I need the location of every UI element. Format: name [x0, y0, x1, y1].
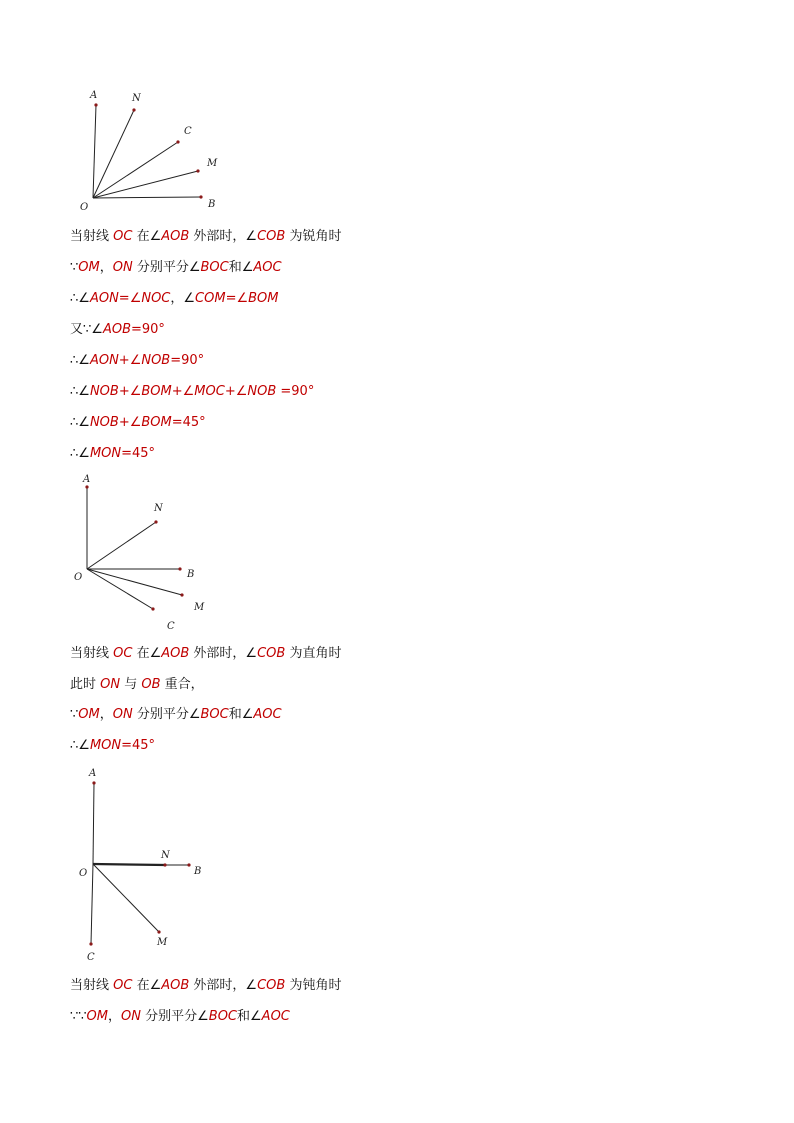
point-b — [199, 195, 202, 198]
point-n — [154, 520, 157, 523]
label-o: O — [80, 202, 89, 213]
point-b — [187, 863, 190, 866]
figure-right-svg — [70, 470, 230, 635]
label-c: C — [167, 621, 175, 632]
ray-om — [93, 171, 198, 198]
label-m: M — [157, 937, 168, 948]
label-b: B — [194, 866, 202, 877]
ray-om — [93, 864, 159, 932]
text-line-11: ∵OM，ON 分别平分∠BOC和∠AOC — [70, 707, 282, 722]
text-line-9: 当射线 OC 在∠AOB 外部时，∠COB 为直角时 — [70, 646, 342, 661]
label-n: N — [154, 503, 163, 514]
figure-right — [70, 470, 230, 635]
text-line-12: ∴∠MON=45° — [70, 738, 156, 753]
point-a — [85, 485, 88, 488]
ray-om — [87, 569, 182, 595]
point-n — [132, 108, 135, 111]
point-b — [178, 567, 181, 570]
label-a: A — [83, 474, 91, 485]
label-n: N — [132, 93, 141, 104]
label-b: B — [187, 569, 195, 580]
point-m — [180, 593, 183, 596]
point-m — [157, 930, 160, 933]
point-m — [196, 169, 199, 172]
figure-obtuse-svg — [70, 762, 230, 967]
ray-oa — [93, 783, 94, 864]
text-line-14: ∵∵OM，ON 分别平分∠BOC和∠AOC — [70, 1009, 290, 1024]
text-line-2: ∵OM，ON 分别平分∠BOC和∠AOC — [70, 260, 282, 275]
text-line-1: 当射线 OC 在∠AOB 外部时，∠COB 为锐角时 — [70, 229, 342, 244]
ray-on — [93, 864, 165, 865]
figure-acute — [70, 85, 230, 215]
ray-oa — [93, 105, 96, 198]
label-n: N — [161, 850, 170, 861]
text-line-5: ∴∠AON+∠NOB=90° — [70, 353, 205, 368]
label-o: O — [74, 572, 83, 583]
label-m: M — [194, 602, 205, 613]
text-line-8: ∴∠MON=45° — [70, 446, 156, 461]
figure-acute-svg — [70, 85, 230, 215]
text-line-6: ∴∠NOB+∠BOM+∠MOC+∠NOB =90° — [70, 384, 315, 399]
text-line-7: ∴∠NOB+∠BOM=45° — [70, 415, 206, 430]
label-a: A — [90, 90, 98, 101]
ray-on — [87, 522, 156, 569]
point-c — [151, 607, 154, 610]
ray-oc — [91, 864, 93, 944]
point-a — [94, 103, 97, 106]
point-c — [89, 942, 92, 945]
label-a: A — [89, 768, 97, 779]
label-b: B — [208, 199, 216, 210]
label-c: C — [184, 126, 192, 137]
label-m: M — [207, 158, 218, 169]
text-line-4: 又∵∠AOB=90° — [70, 322, 165, 337]
point-n — [163, 863, 166, 866]
text-line-10: 此时 ON 与 OB 重合， — [70, 677, 204, 692]
ray-oc — [87, 569, 153, 609]
ray-ob — [93, 197, 201, 198]
label-c: C — [87, 952, 95, 963]
figure-obtuse — [70, 762, 230, 967]
text-line-3: ∴∠AON=∠NOC，∠COM=∠BOM — [70, 291, 279, 306]
point-c — [176, 140, 179, 143]
label-o: O — [79, 868, 88, 879]
point-a — [92, 781, 95, 784]
text-line-13: 当射线 OC 在∠AOB 外部时，∠COB 为钝角时 — [70, 978, 342, 993]
